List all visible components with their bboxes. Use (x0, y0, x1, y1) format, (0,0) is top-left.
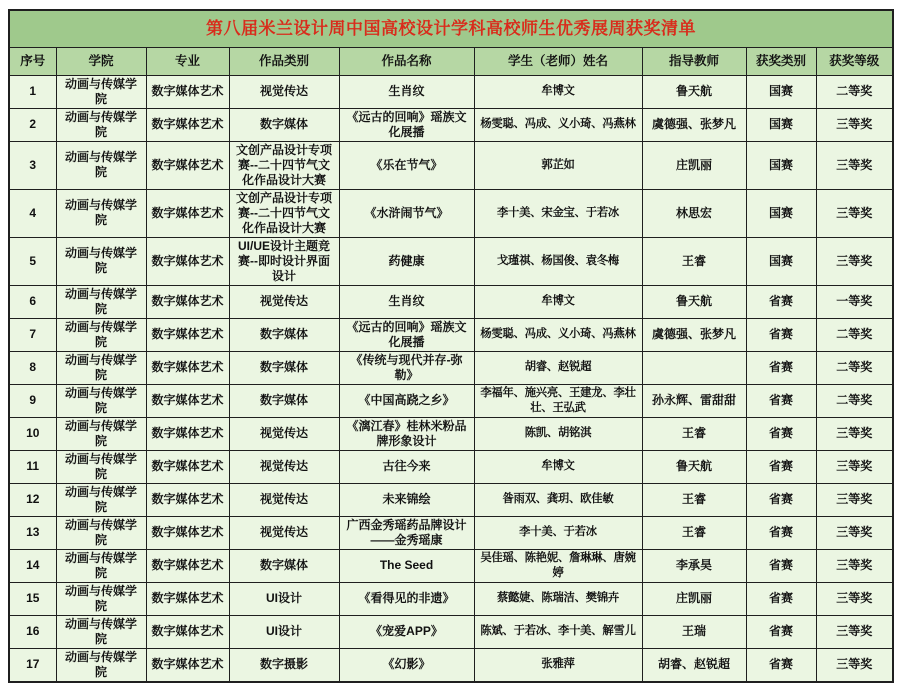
cell-major: 数字媒体艺术 (146, 516, 229, 549)
cell-category: 数字媒体 (229, 549, 339, 582)
cell-major: 数字媒体艺术 (146, 549, 229, 582)
cell-major: 数字媒体艺术 (146, 384, 229, 417)
cell-category: 数字媒体 (229, 351, 339, 384)
cell-major: 数字媒体艺术 (146, 615, 229, 648)
cell-advisors: 鲁天航 (642, 285, 746, 318)
page-title: 第八届米兰设计周中国高校设计学科高校师生优秀展周获奖清单 (9, 10, 893, 47)
cell-category: 文创产品设计专项赛--二十四节气文化作品设计大赛 (229, 189, 339, 237)
cell-college: 动画与传媒学院 (56, 75, 146, 108)
cell-advisors: 庄凯丽 (642, 582, 746, 615)
cell-no: 5 (9, 237, 56, 285)
cell-award-level: 一等奖 (816, 285, 893, 318)
cell-college: 动画与传媒学院 (56, 108, 146, 141)
cell-advisors: 林思宏 (642, 189, 746, 237)
header-advisors: 指导教师 (642, 47, 746, 75)
cell-students: 牟博文 (474, 75, 642, 108)
cell-award-type: 国赛 (746, 108, 816, 141)
cell-award-type: 省赛 (746, 318, 816, 351)
table-row (9, 549, 893, 582)
cell-work-name: The Seed (339, 549, 474, 582)
cell-no: 14 (9, 549, 56, 582)
cell-major: 数字媒体艺术 (146, 318, 229, 351)
cell-award-type: 国赛 (746, 189, 816, 237)
cell-award-type: 省赛 (746, 285, 816, 318)
cell-award-level: 三等奖 (816, 615, 893, 648)
table-row (9, 318, 893, 351)
cell-no: 2 (9, 108, 56, 141)
cell-work-name: 《传统与现代并存-弥勒》 (339, 351, 474, 384)
cell-major: 数字媒体艺术 (146, 189, 229, 237)
cell-no: 1 (9, 75, 56, 108)
cell-category: 视觉传达 (229, 516, 339, 549)
cell-award-level: 二等奖 (816, 351, 893, 384)
cell-category: UI设计 (229, 615, 339, 648)
cell-award-type: 省赛 (746, 450, 816, 483)
cell-work-name: 《漓江春》桂林米粉品牌形象设计 (339, 417, 474, 450)
cell-work-name: 《乐在节气》 (339, 141, 474, 189)
cell-major: 数字媒体艺术 (146, 285, 229, 318)
cell-college: 动画与传媒学院 (56, 318, 146, 351)
cell-advisors: 孙永辉、雷甜甜 (642, 384, 746, 417)
cell-students: 陈凯、胡铭淇 (474, 417, 642, 450)
header-major: 专业 (146, 47, 229, 75)
cell-students: 戈瑾祺、杨国俊、袁冬梅 (474, 237, 642, 285)
table-row (9, 450, 893, 483)
cell-award-type: 省赛 (746, 648, 816, 682)
cell-students: 陈斌、于若冰、李十美、解雪儿 (474, 615, 642, 648)
cell-category: 数字媒体 (229, 384, 339, 417)
cell-award-level: 三等奖 (816, 582, 893, 615)
cell-advisors: 王睿 (642, 237, 746, 285)
cell-work-name: 《远古的回响》瑶族文化展播 (339, 318, 474, 351)
table-row (9, 141, 893, 189)
cell-work-name: 生肖纹 (339, 285, 474, 318)
cell-category: 视觉传达 (229, 450, 339, 483)
cell-major: 数字媒体艺术 (146, 450, 229, 483)
cell-award-level: 二等奖 (816, 318, 893, 351)
cell-college: 动画与传媒学院 (56, 483, 146, 516)
cell-category: 视觉传达 (229, 75, 339, 108)
cell-work-name: 生肖纹 (339, 75, 474, 108)
cell-advisors: 庄凯丽 (642, 141, 746, 189)
header-award-type: 获奖类别 (746, 47, 816, 75)
cell-category: 视觉传达 (229, 417, 339, 450)
cell-college: 动画与传媒学院 (56, 141, 146, 189)
cell-award-type: 省赛 (746, 516, 816, 549)
cell-award-type: 省赛 (746, 582, 816, 615)
cell-work-name: 药健康 (339, 237, 474, 285)
cell-category: 视觉传达 (229, 483, 339, 516)
cell-students: 吴佳瑶、陈艳妮、詹琳琳、唐婉婷 (474, 549, 642, 582)
cell-major: 数字媒体艺术 (146, 582, 229, 615)
cell-award-type: 省赛 (746, 615, 816, 648)
cell-award-type: 省赛 (746, 351, 816, 384)
cell-category: 数字媒体 (229, 318, 339, 351)
table-row (9, 384, 893, 417)
cell-work-name: 《中国高跷之乡》 (339, 384, 474, 417)
cell-category: UI/UE设计主题竞赛--即时设计界面设计 (229, 237, 339, 285)
cell-no: 13 (9, 516, 56, 549)
cell-college: 动画与传媒学院 (56, 582, 146, 615)
cell-category: UI设计 (229, 582, 339, 615)
cell-no: 6 (9, 285, 56, 318)
cell-college: 动画与传媒学院 (56, 285, 146, 318)
cell-students: 杨雯聪、冯成、义小琦、冯燕林 (474, 318, 642, 351)
cell-no: 10 (9, 417, 56, 450)
cell-no: 16 (9, 615, 56, 648)
cell-students: 李十美、于若冰 (474, 516, 642, 549)
cell-work-name: 《水浒闹节气》 (339, 189, 474, 237)
cell-advisors: 王睿 (642, 483, 746, 516)
title-row (9, 10, 893, 47)
cell-students: 李福年、施兴亮、王建龙、李壮壮、王弘武 (474, 384, 642, 417)
cell-major: 数字媒体艺术 (146, 351, 229, 384)
cell-award-level: 三等奖 (816, 108, 893, 141)
cell-award-type: 国赛 (746, 75, 816, 108)
cell-category: 视觉传达 (229, 285, 339, 318)
cell-major: 数字媒体艺术 (146, 108, 229, 141)
cell-award-level: 三等奖 (816, 417, 893, 450)
cell-category: 文创产品设计专项赛--二十四节气文化作品设计大赛 (229, 141, 339, 189)
header-students: 学生（老师）姓名 (474, 47, 642, 75)
cell-students: 胡睿、赵锐超 (474, 351, 642, 384)
table-row (9, 516, 893, 549)
cell-students: 李十美、宋金宝、于若冰 (474, 189, 642, 237)
cell-award-level: 二等奖 (816, 75, 893, 108)
cell-major: 数字媒体艺术 (146, 648, 229, 682)
cell-students: 杨雯聪、冯成、义小琦、冯燕林 (474, 108, 642, 141)
cell-students: 张雅萍 (474, 648, 642, 682)
cell-no: 9 (9, 384, 56, 417)
table-row (9, 648, 893, 682)
header-row (9, 47, 893, 75)
cell-major: 数字媒体艺术 (146, 483, 229, 516)
cell-award-type: 省赛 (746, 549, 816, 582)
cell-award-type: 国赛 (746, 237, 816, 285)
cell-no: 17 (9, 648, 56, 682)
cell-students: 郭芷如 (474, 141, 642, 189)
table-row (9, 417, 893, 450)
cell-advisors: 鲁天航 (642, 75, 746, 108)
cell-award-level: 三等奖 (816, 237, 893, 285)
cell-college: 动画与传媒学院 (56, 189, 146, 237)
cell-no: 8 (9, 351, 56, 384)
table-row (9, 615, 893, 648)
cell-no: 7 (9, 318, 56, 351)
cell-work-name: 未来锦绘 (339, 483, 474, 516)
cell-advisors: 李承昊 (642, 549, 746, 582)
table-row (9, 108, 893, 141)
cell-major: 数字媒体艺术 (146, 75, 229, 108)
cell-major: 数字媒体艺术 (146, 141, 229, 189)
header-award-level: 获奖等级 (816, 47, 893, 75)
cell-work-name: 《幻影》 (339, 648, 474, 682)
header-no: 序号 (9, 47, 56, 75)
cell-category: 数字摄影 (229, 648, 339, 682)
cell-advisors: 鲁天航 (642, 450, 746, 483)
cell-no: 11 (9, 450, 56, 483)
header-category: 作品类别 (229, 47, 339, 75)
table-row (9, 237, 893, 285)
cell-award-level: 二等奖 (816, 384, 893, 417)
table-row (9, 285, 893, 318)
cell-award-level: 三等奖 (816, 516, 893, 549)
cell-advisors: 王睿 (642, 516, 746, 549)
cell-college: 动画与传媒学院 (56, 450, 146, 483)
cell-students: 牟博文 (474, 285, 642, 318)
cell-award-level: 三等奖 (816, 450, 893, 483)
cell-award-level: 三等奖 (816, 549, 893, 582)
table-row (9, 582, 893, 615)
table-row (9, 351, 893, 384)
cell-work-name: 古往今来 (339, 450, 474, 483)
header-work-name: 作品名称 (339, 47, 474, 75)
cell-students: 昝雨双、龚玥、欧佳敏 (474, 483, 642, 516)
table-row (9, 483, 893, 516)
cell-college: 动画与传媒学院 (56, 237, 146, 285)
cell-no: 12 (9, 483, 56, 516)
cell-college: 动画与传媒学院 (56, 549, 146, 582)
cell-no: 15 (9, 582, 56, 615)
cell-students: 牟博文 (474, 450, 642, 483)
cell-no: 3 (9, 141, 56, 189)
cell-advisors: 王睿 (642, 417, 746, 450)
cell-advisors: 王瑞 (642, 615, 746, 648)
cell-students: 蔡懿婕、陈瑞洁、樊锦卉 (474, 582, 642, 615)
table-body (9, 75, 893, 682)
cell-work-name: 《看得见的非遗》 (339, 582, 474, 615)
cell-college: 动画与传媒学院 (56, 615, 146, 648)
cell-category: 数字媒体 (229, 108, 339, 141)
cell-major: 数字媒体艺术 (146, 417, 229, 450)
cell-major: 数字媒体艺术 (146, 237, 229, 285)
cell-award-type: 省赛 (746, 483, 816, 516)
cell-work-name: 广西金秀瑶药品牌设计——金秀瑶康 (339, 516, 474, 549)
cell-award-level: 三等奖 (816, 648, 893, 682)
header-college: 学院 (56, 47, 146, 75)
cell-award-level: 三等奖 (816, 483, 893, 516)
cell-award-type: 国赛 (746, 141, 816, 189)
cell-work-name: 《宠爱APP》 (339, 615, 474, 648)
cell-award-type: 省赛 (746, 384, 816, 417)
award-table (8, 9, 894, 683)
cell-college: 动画与传媒学院 (56, 516, 146, 549)
cell-college: 动画与传媒学院 (56, 384, 146, 417)
cell-advisors: 虞德强、张梦凡 (642, 318, 746, 351)
cell-work-name: 《远古的回响》瑶族文化展播 (339, 108, 474, 141)
cell-advisors: 虞德强、张梦凡 (642, 108, 746, 141)
cell-advisors (642, 351, 746, 384)
cell-advisors: 胡睿、赵锐超 (642, 648, 746, 682)
cell-college: 动画与传媒学院 (56, 351, 146, 384)
cell-award-type: 省赛 (746, 417, 816, 450)
table-row (9, 75, 893, 108)
cell-award-level: 三等奖 (816, 189, 893, 237)
cell-college: 动画与传媒学院 (56, 648, 146, 682)
cell-no: 4 (9, 189, 56, 237)
cell-award-level: 三等奖 (816, 141, 893, 189)
cell-college: 动画与传媒学院 (56, 417, 146, 450)
table-row (9, 189, 893, 237)
